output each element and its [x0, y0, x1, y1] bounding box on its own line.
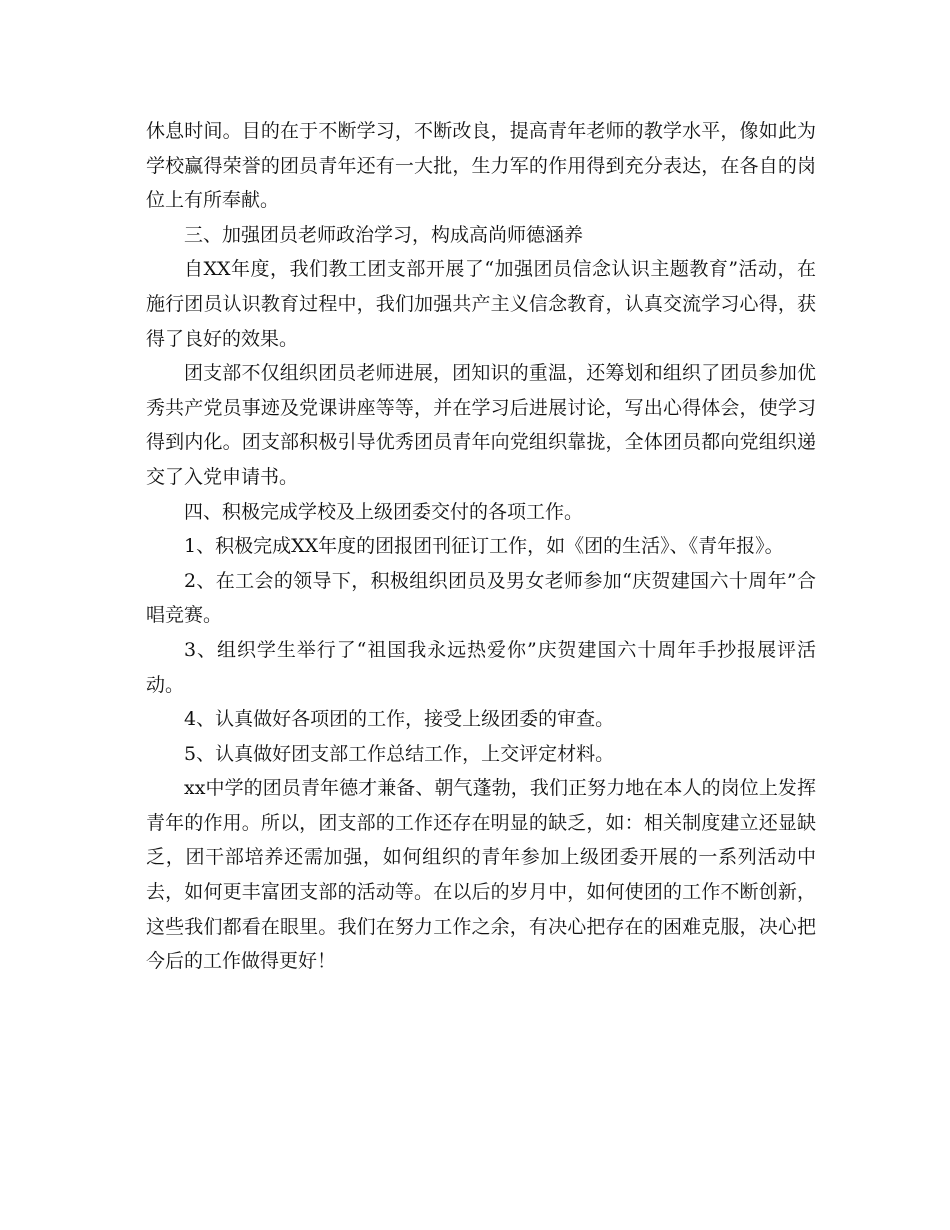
- paragraph: 休息时间。目的在于不断学习，不断改良，提高青年老师的教学水平，像如此为学校赢得荣誉的团员青年还有一大批，生力军的作用得到充分表达，在各自的岗位上有所奉献。: [146, 120, 816, 212]
- document-body: [146, 114, 816, 979]
- list-item: 5、认真做好团支部工作总结工作，上交评定材料。: [184, 742, 615, 765]
- section-heading: 四、积极完成学校及上级团委交付的各项工作。: [184, 500, 584, 523]
- section-heading: 三、加强团员老师政治学习，构成高尚师德涵养: [184, 223, 584, 246]
- list-item: 3、组织学生举行了“祖国我永远热爱你”庆贺建国六十周年手抄报展评活动。: [146, 638, 816, 696]
- paragraph: xx中学的团员青年德才兼备、朝气蓬勃，我们正努力地在本人的岗位上发挥青年的作用。所以，团支部的工作还存在明显的缺乏，如：相关制度建立还显缺乏，团干部培养还需加强，如何组织的青年参加上级团委开展的一系列活动中去，如何更丰富团支部的活动等。在以后的岁月中，如何使团的工作不断创新，这些我们都看在眼里。我们在努力工作之余，有决心把存在的困难克服，决心把今后的工作做得更好！: [146, 777, 816, 973]
- list-item: 4、认真做好各项团的工作，接受上级团委的审查。: [184, 708, 615, 731]
- list-item: 1、积极完成XX年度的团报团刊征订工作，如《团的生活》、《青年报》。: [184, 535, 784, 558]
- paragraph: 自XX年度，我们教工团支部开展了“加强团员信念认识主题教育”活动，在施行团员认识教育过程中，我们加强共产主义信念教育，认真交流学习心得，获得了良好的效果。: [146, 258, 816, 350]
- list-item: 2、在工会的领导下，积极组织团员及男女老师参加“庆贺建国六十周年”合唱竞赛。: [146, 569, 816, 627]
- paragraph: 团支部不仅组织团员老师进展，团知识的重温，还筹划和组织了团员参加优秀共产党员事迹及党课讲座等等，并在学习后进展讨论，写出心得体会，使学习得到内化。团支部积极引导优秀团员青年向党组织靠拢，全体团员都向党组织递交了入党申请书。: [146, 362, 816, 488]
